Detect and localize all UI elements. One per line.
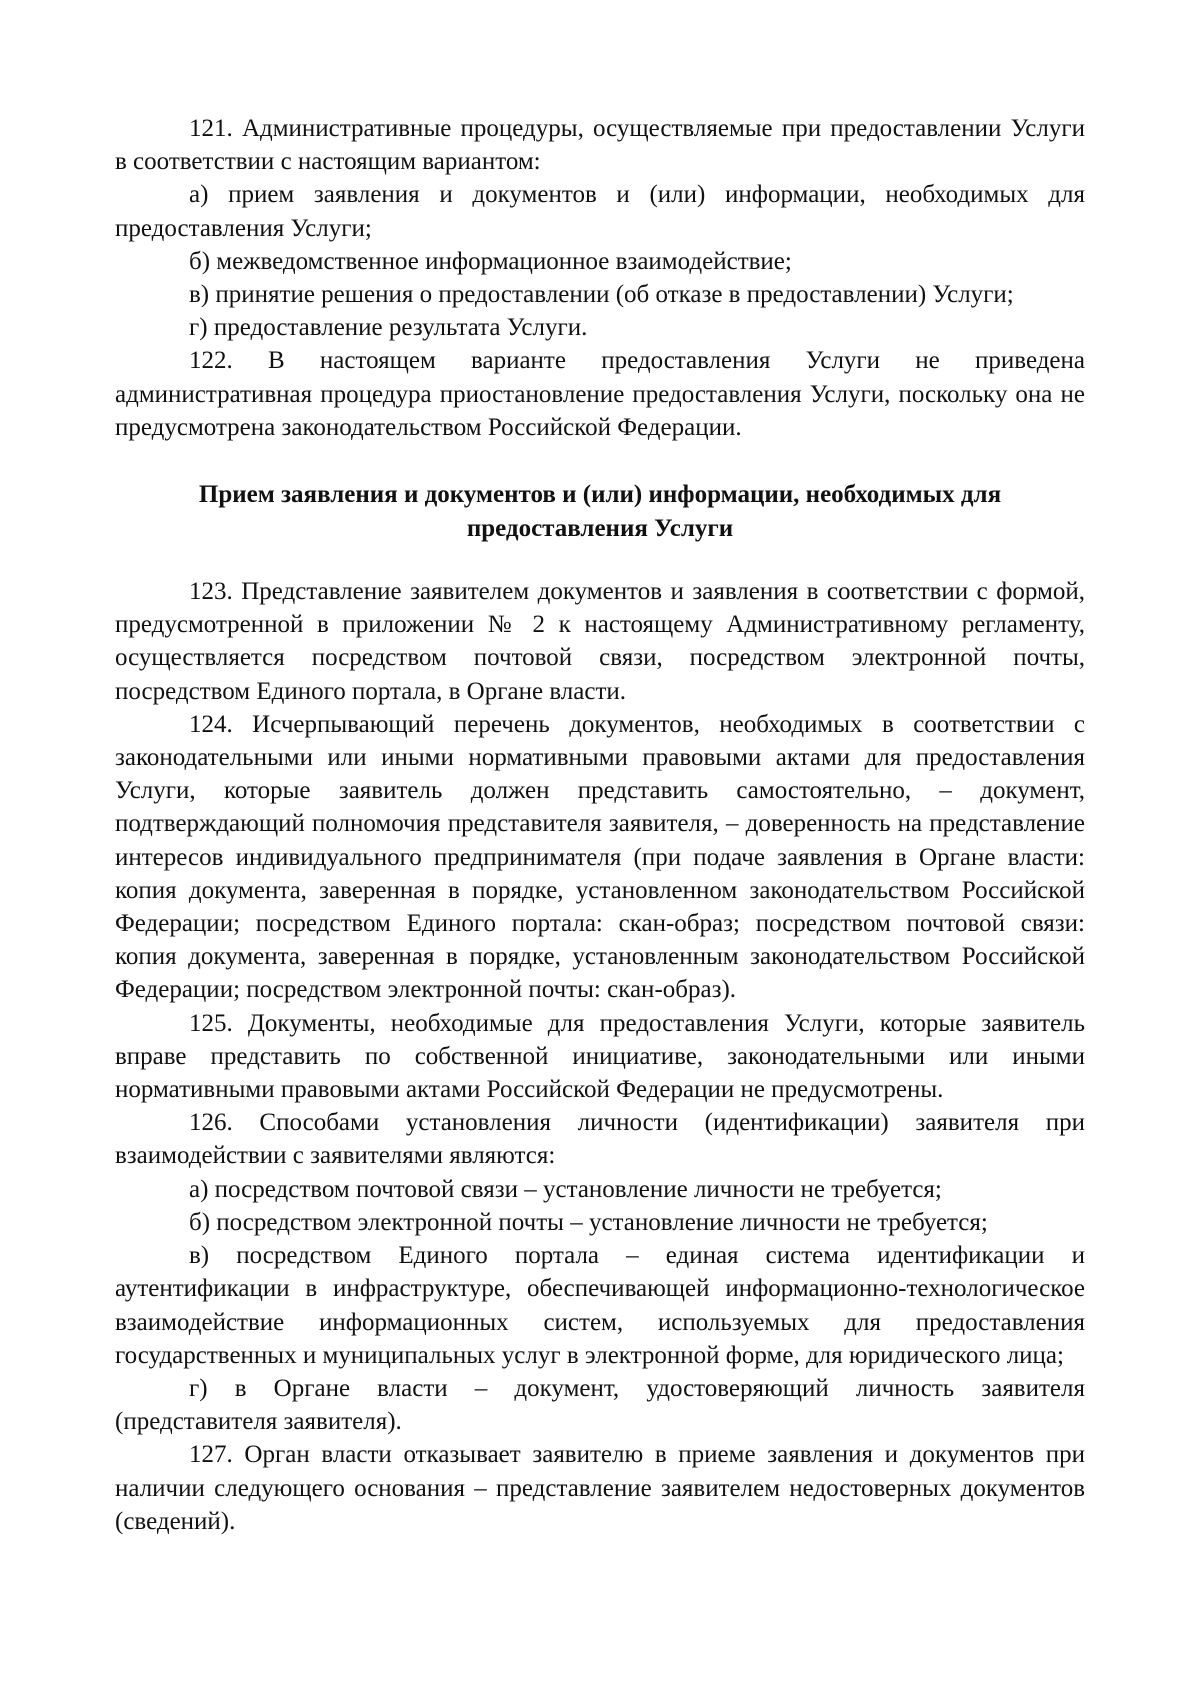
- paragraph-124: 124. Исчерпывающий перечень документов, необходимых в соответствии с законодательными или иными нормативными правовыми актами для предоставления Услуги, которые заявитель должен представить самостоятельно, – документ, подтверждающий полномочия представителя заявителя, – доверенность на представление интересов индивидуального предпринимателя (при подаче заявления в Органе власти: копия документа, заверенная в порядке, установленном законодательством Российской Федерации; посредством Единого портала: скан-образ; посредством почтовой связи: копия документа, заверенная в порядке, установленным законодательством Российской Федерации; посредством электронной почты: скан-образ).: [115, 710, 1085, 1004]
- section-heading-line-1: Прием заявления и документов и (или) информации, необходимых для: [198, 481, 1002, 509]
- list-item-121-v: в) принятие решения о предоставлении (об отказе в предоставлении) Услуги;: [189, 281, 1014, 309]
- paragraph-125: 125. Документы, необходимые для предоставления Услуги, которые заявитель вправе представить по собственной инициативе, законодательными или иными нормативными правовыми актами Российской Федерации не предусмотрены.: [115, 1009, 1085, 1104]
- paragraph-126: 126. Способами установления личности (идентификации) заявителя при взаимодействии с заявителями являются:: [115, 1109, 1085, 1170]
- section-heading-line-2: предоставления Услуги: [466, 515, 734, 543]
- list-item-126-v: в) посредством Единого портала – единая система идентификации и аутентификации в инфраструктуре, обеспечивающей информационно-технологическое взаимодействие информационных систем, используемых для предоставления государственных и муниципальных услуг в электронной форме, для юридического лица;: [115, 1242, 1085, 1369]
- list-item-121-g: г) предоставление результата Услуги.: [189, 314, 588, 342]
- paragraph-121: 121. Административные процедуры, осуществляемые при предоставлении Услуги в соответствии с настоящим вариантом:: [115, 115, 1085, 176]
- paragraph-123: 123. Представление заявителем документов и заявления в соответствии с формой, предусмотренной в приложении № 2 к настоящему Административному регламенту, осуществляется посредством почтовой связи, посредством электронной почты, посредством Единого портала, в Органе власти.: [115, 578, 1085, 705]
- paragraph-127: 127. Орган власти отказывает заявителю в приеме заявления и документов при наличии следующего основания – представление заявителем недостоверных документов (сведений).: [115, 1441, 1085, 1535]
- list-item-121-b: б) межведомственное информационное взаимодействие;: [189, 247, 792, 275]
- list-item-126-b: б) посредством электронной почты – установление личности не требуется;: [189, 1208, 988, 1236]
- document-page: [115, 112, 1085, 1538]
- paragraph-122: 122. В настоящем варианте предоставления Услуги не приведена административная процедура приостановление предоставления Услуги, поскольку она не предусмотрена законодательством Российской Федерации.: [115, 347, 1085, 441]
- section-heading: [115, 478, 1085, 546]
- list-item-126-g: г) в Органе власти – документ, удостоверяющий личность заявителя (представителя заявителя).: [115, 1374, 1085, 1436]
- list-item-126-a: а) посредством почтовой связи – установление личности не требуется;: [189, 1175, 942, 1203]
- list-item-121-a: а) прием заявления и документов и (или) информации, необходимых для предоставления Услуги;: [115, 181, 1085, 242]
